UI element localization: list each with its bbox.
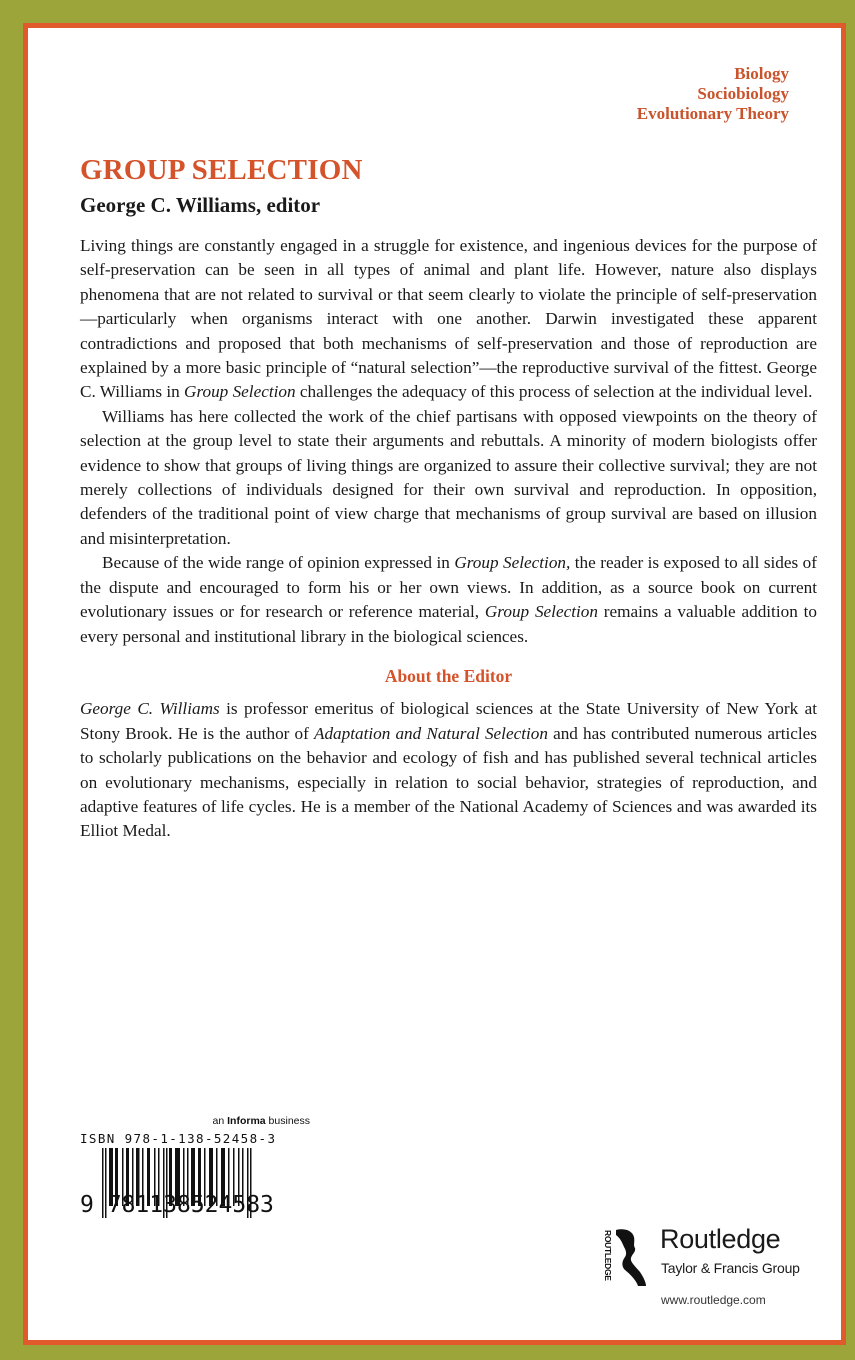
isbn-number: ISBN 978-1-138-52458-3	[80, 1131, 277, 1146]
book-title: GROUP SELECTION	[80, 154, 363, 186]
book-description	[80, 234, 817, 844]
description-paragraph-2: Williams has here collected the work of the chief partisans with opposed viewpoints on the theory of selection at the group level to state their arguments and rebuttals. A minority of modern biologists offer evidence to show that groups of living things are organized to assure their collective survival; they are not merely collections of individuals designed for their own survival and reproduction. In opposition, defenders of the traditional point of view charge that mechanisms of group survival are based on illusion and misinterpretation.	[80, 406, 817, 548]
text-span: remains a valuable addition to every personal and institutional library in the biological sciences.	[80, 602, 817, 646]
publisher-logo-block	[600, 1224, 830, 1324]
italic-book-title: Adaptation and Natural Selection	[313, 723, 548, 743]
informa-brand: Informa	[227, 1115, 266, 1127]
text-span: Living things are constantly engaged in a struggle for existence, and ingenious devices for the purpose of self-preservation can be seen in all types of animal and plant life. However, nature also displays phenomena that are not related to survival or that seem clearly to violate the principle of self-preservation—particularly when organisms interact with one another. Darwin investigated these apparent contradictions and proposed that both mechanisms of self-preservation and those of reproduction are explained by a more basic principle of “natural selection”—the reproductive survival of the fittest. George C. Williams in	[80, 236, 817, 402]
barcode-digits	[80, 1192, 274, 1218]
barcode-digit-group-2: 524583	[190, 1192, 274, 1218]
barcode-digit-first: 9	[80, 1192, 94, 1218]
italic-book-title: Group Selection	[484, 602, 598, 622]
subject-sociobiology: Sociobiology	[697, 84, 789, 103]
subject-biology: Biology	[734, 64, 789, 83]
routledge-logo-icon	[600, 1228, 656, 1288]
italic-editor-name: George C. Williams	[80, 699, 220, 719]
text-span: and has contributed numerous articles to scholarly publications on the behavior and ecology of fish and has published several technical articles on evolutionary mechanisms, especially in relation to social behavior, strategies of reproduction, and adaptive features of life cycles. He is a member of the National Academy of Sciences and was awarded its Elliot Medal.	[80, 723, 817, 841]
barcode-digit-group-1: 781138	[107, 1192, 191, 1218]
informa-business-label	[80, 1115, 310, 1127]
text-span: the reader is exposed to all sides of the dispute and encouraged to form his or her own views. In addition, as a source book on current evolutionary issues or for research or reference material,	[80, 553, 817, 622]
text-span: is professor emeritus of biological sciences at the State University of New York at Stony Brook. He is the author of	[80, 699, 817, 743]
barcode	[80, 1148, 310, 1226]
publisher-url[interactable]: www.routledge.com	[661, 1293, 766, 1307]
text-span: challenges the adequacy of this process of selection at the individual level.	[295, 382, 813, 402]
subject-evolutionary-theory: Evolutionary Theory	[636, 104, 789, 123]
italic-book-title: Group Selection,	[454, 553, 571, 573]
book-editor: George C. Williams, editor	[80, 193, 321, 217]
italic-book-title: Group Selection	[184, 382, 296, 402]
subject-categories	[637, 64, 789, 124]
text-span: business	[265, 1115, 310, 1127]
publisher-group: Taylor & Francis Group	[661, 1260, 800, 1276]
back-cover-panel	[23, 23, 846, 1345]
text-span: Because of the wide range of opinion expressed in	[102, 553, 455, 573]
description-paragraph-3	[80, 551, 817, 649]
isbn-barcode-block	[80, 1115, 310, 1226]
text-span: an	[212, 1115, 228, 1127]
about-editor-paragraph	[80, 697, 817, 843]
publisher-name: Routledge	[660, 1224, 781, 1254]
description-paragraph-1	[80, 234, 817, 405]
about-editor-heading: About the Editor	[384, 665, 513, 686]
routledge-vertical-mark: ROUTLEDGE	[603, 1230, 613, 1281]
